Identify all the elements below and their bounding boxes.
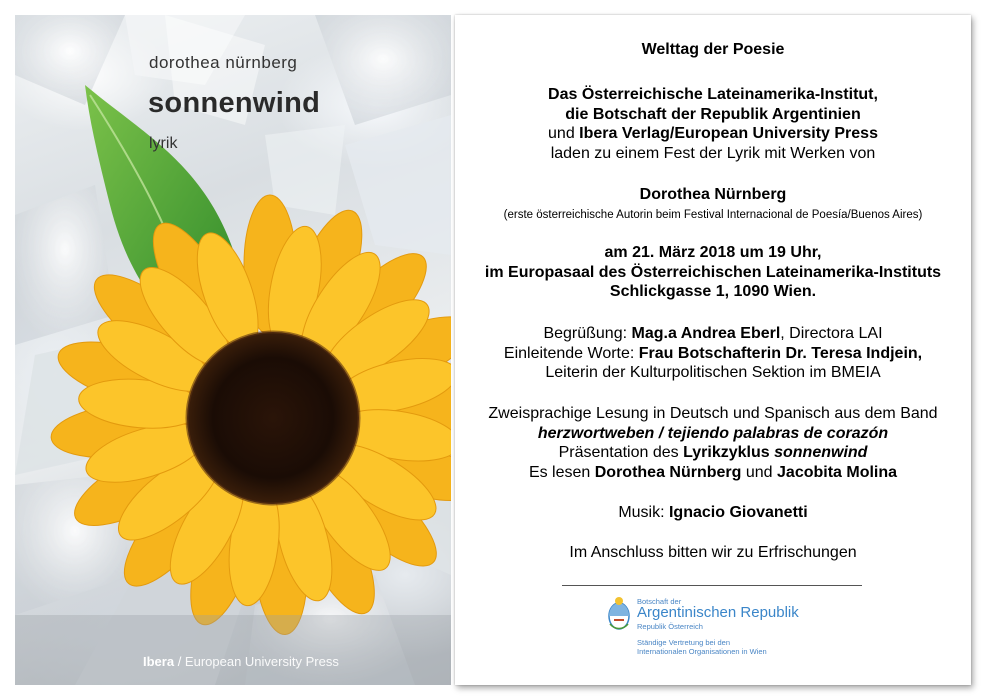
greeting-line xyxy=(455,324,971,344)
closing-line: Im Anschluss bitten wir zu Erfrischungen xyxy=(569,544,857,561)
greeting-name: Mag.a Andrea Eberl xyxy=(631,325,781,342)
invitation-heading: Welttag der Poesie xyxy=(641,41,785,58)
readers-and: und xyxy=(741,463,778,481)
poet-note: (erste österreichische Autorin beim Festival Internacional de Poesía/Buenos Aires) xyxy=(503,209,923,221)
logo-line-3: Republik Österreich xyxy=(637,622,703,631)
book-cover xyxy=(15,15,451,685)
host-line-3 xyxy=(455,124,971,144)
presentation-cycle: Lyrikzyklus xyxy=(683,444,775,461)
reader-2: Jacobita Molina xyxy=(777,463,898,481)
host3-prefix: und xyxy=(548,125,580,142)
publisher-rest: European University Press xyxy=(184,654,339,669)
readers-line xyxy=(455,463,971,483)
readers-prefix: Es lesen xyxy=(528,463,595,481)
event-details xyxy=(455,243,971,302)
music-name: Ignacio Giovanetti xyxy=(668,504,808,521)
host-line-1: Das Österreichische Lateinamerika-Institut, xyxy=(548,86,878,103)
event-address: Schlickgasse 1, 1090 Wien. xyxy=(609,283,817,300)
reader-1: Dorothea Nürnberg xyxy=(594,463,742,481)
presentation-line xyxy=(455,443,971,463)
cover-author: dorothea nürnberg xyxy=(149,53,298,72)
greeting-label: Begrüßung: xyxy=(543,325,632,342)
presentation-title: sonnenwind xyxy=(774,444,868,461)
logo-line-5: Internationalen Organisationen in Wien xyxy=(637,647,767,656)
intro-name: Frau Botschafterin Dr. Teresa Indjein, xyxy=(638,344,923,362)
event-venue: im Europasaal des Österreichischen Lateinamerika-Instituts xyxy=(484,263,942,281)
logo-line-1: Botschaft der xyxy=(637,597,682,606)
book-title: herzwortweben / tejiendo palabras de corazón xyxy=(537,424,889,442)
program-reading xyxy=(455,404,971,482)
invite-line: laden zu einem Fest der Lyrik mit Werken von xyxy=(550,144,876,162)
logo-line-2: Argentinischen Republik xyxy=(637,604,799,621)
cover-genre: lyrik xyxy=(149,135,178,152)
embassy-logo xyxy=(607,596,867,666)
greeting-role: , Directora LAI xyxy=(780,325,883,342)
intro-role: Leiterin der Kulturpolitischen Sektion im BMEIA xyxy=(545,364,881,381)
host3-publisher: Ibera Verlag/European University Press xyxy=(579,125,878,142)
reading-line: Zweisprachige Lesung in Deutsch und Spanisch aus dem Band xyxy=(488,405,938,422)
hosts-block xyxy=(455,85,971,163)
divider xyxy=(562,585,862,586)
publisher-separator: / xyxy=(174,654,185,669)
presentation-prefix: Präsentation des xyxy=(558,444,684,461)
poet-name: Dorothea Nürnberg xyxy=(639,186,787,203)
publisher-name: Ibera xyxy=(143,654,175,669)
cover-title: sonnenwind xyxy=(148,87,321,119)
invitation-card xyxy=(455,15,971,685)
host-line-2: die Botschaft der Republik Argentinien xyxy=(565,105,861,123)
cover-publisher xyxy=(143,654,339,669)
event-date: am 21. März 2018 um 19 Uhr, xyxy=(604,244,822,261)
logo-line-4: Ständige Vertretung bei den xyxy=(637,638,730,647)
program-speakers xyxy=(455,324,971,383)
intro-line xyxy=(455,344,971,364)
music-line xyxy=(455,504,971,522)
music-label: Musik: xyxy=(618,504,669,521)
intro-label: Einleitende Worte: xyxy=(503,344,639,362)
argentina-coat-of-arms-icon xyxy=(607,596,631,632)
